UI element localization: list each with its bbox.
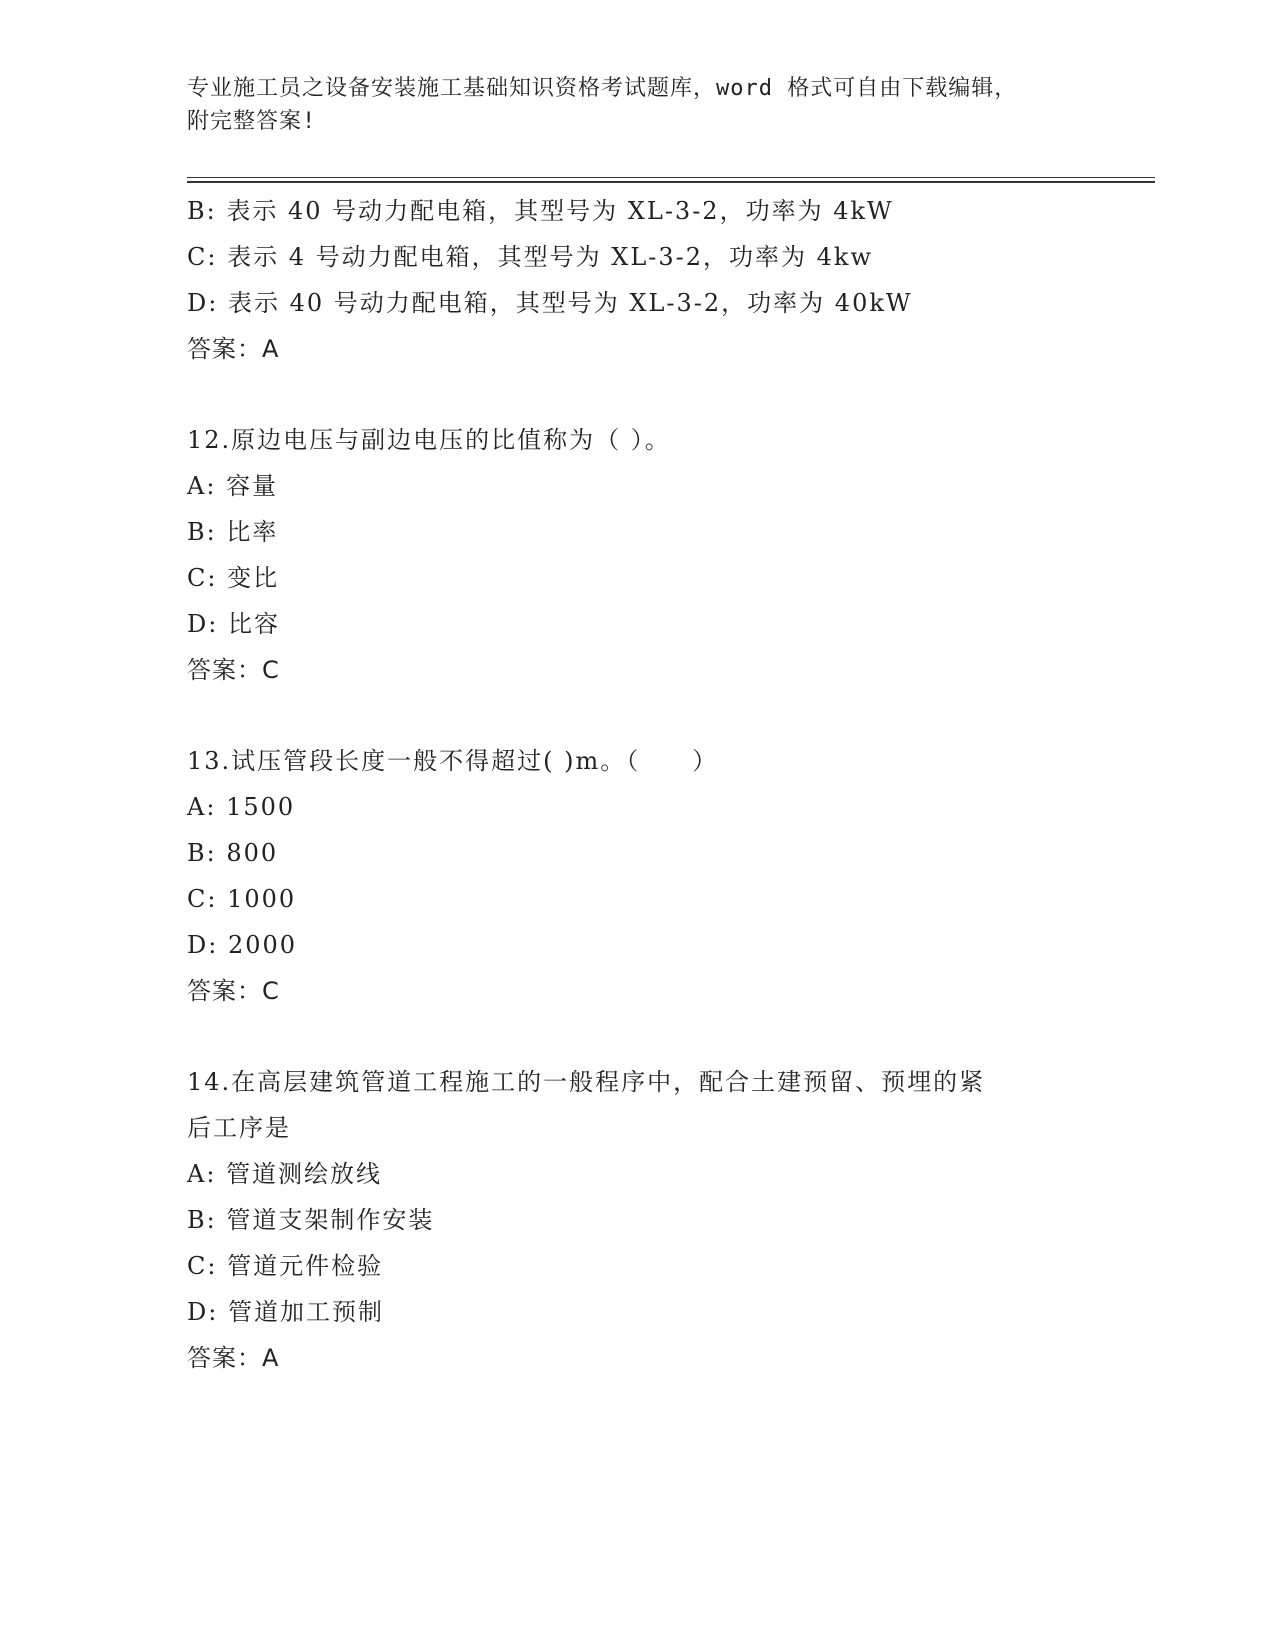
option-label: B:: [187, 197, 217, 225]
option-label: D:: [187, 1298, 219, 1326]
option-b: [187, 188, 1087, 234]
question-spacer: [187, 693, 1087, 738]
option-d: [187, 922, 1087, 968]
option-label: D:: [187, 931, 219, 959]
option-b: [187, 1197, 1087, 1243]
header-divider-thin: [187, 177, 1155, 178]
option-label: D:: [187, 610, 219, 638]
question-11-partial: [187, 188, 1087, 372]
option-text: 表示 40 号动力配电箱，其型号为 XL-3-2，功率为 40kW: [227, 289, 913, 317]
option-label: C:: [187, 243, 218, 271]
option-c: [187, 555, 1087, 601]
document-header: [187, 72, 1067, 138]
option-text: 1000: [227, 885, 297, 913]
option-label: A:: [187, 793, 217, 821]
option-a: [187, 784, 1087, 830]
question-list: [187, 188, 1087, 1381]
option-text: 表示 4 号动力配电箱，其型号为 XL-3-2，功率为 4kw: [227, 243, 874, 271]
option-label: C:: [187, 885, 218, 913]
option-label: C:: [187, 1252, 218, 1280]
option-label: D:: [187, 289, 219, 317]
option-text: 表示 40 号动力配电箱，其型号为 XL-3-2，功率为 4kW: [226, 197, 894, 225]
option-a: [187, 463, 1087, 509]
option-label: B:: [187, 1206, 217, 1234]
header-divider-thick: [187, 181, 1155, 183]
option-label: B:: [187, 518, 217, 546]
header-line-2: 附完整答案!: [187, 109, 317, 134]
option-d: [187, 1289, 1087, 1335]
option-label: A:: [187, 1160, 217, 1188]
option-b: [187, 509, 1087, 555]
question-stem-line-2: 后工序是: [187, 1114, 291, 1142]
question-13: [187, 738, 1087, 1014]
answer-line: 答案：A: [187, 335, 280, 363]
answer-line: 答案：C: [187, 656, 280, 684]
option-b: [187, 830, 1087, 876]
question-spacer: [187, 1014, 1087, 1059]
option-text: 管道支架制作安装: [226, 1206, 435, 1234]
answer-line: 答案：C: [187, 977, 280, 1005]
option-d: [187, 280, 1087, 326]
answer-line: 答案：A: [187, 1344, 280, 1372]
header-line-1: 专业施工员之设备安装施工基础知识资格考试题库，word 格式可自由下载编辑，: [187, 76, 1018, 101]
option-c: [187, 234, 1087, 280]
question-14: [187, 1059, 1087, 1381]
option-c: [187, 1243, 1087, 1289]
question-spacer: [187, 372, 1087, 417]
option-text: 2000: [227, 931, 298, 959]
option-label: C:: [187, 564, 218, 592]
option-text: 变比: [227, 564, 280, 592]
option-text: 比率: [226, 518, 279, 546]
option-text: 管道元件检验: [227, 1252, 384, 1280]
question-stem: 13.试压管段长度一般不得超过( )m。（ ）: [187, 747, 719, 775]
option-text: 800: [226, 839, 279, 867]
option-text: 1500: [226, 793, 296, 821]
question-stem-line-1: 14.在高层建筑管道工程施工的一般程序中，配合土建预留、预埋的紧: [187, 1068, 986, 1096]
option-label: B:: [187, 839, 217, 867]
option-text: 管道加工预制: [227, 1298, 384, 1326]
option-label: A:: [187, 472, 217, 500]
question-stem: 12.原边电压与副边电压的比值称为（ ）。: [187, 426, 671, 454]
option-d: [187, 601, 1087, 647]
question-12: [187, 417, 1087, 693]
option-c: [187, 876, 1087, 922]
option-a: [187, 1151, 1087, 1197]
option-text: 容量: [226, 472, 279, 500]
option-text: 比容: [227, 610, 280, 638]
option-text: 管道测绘放线: [226, 1160, 383, 1188]
